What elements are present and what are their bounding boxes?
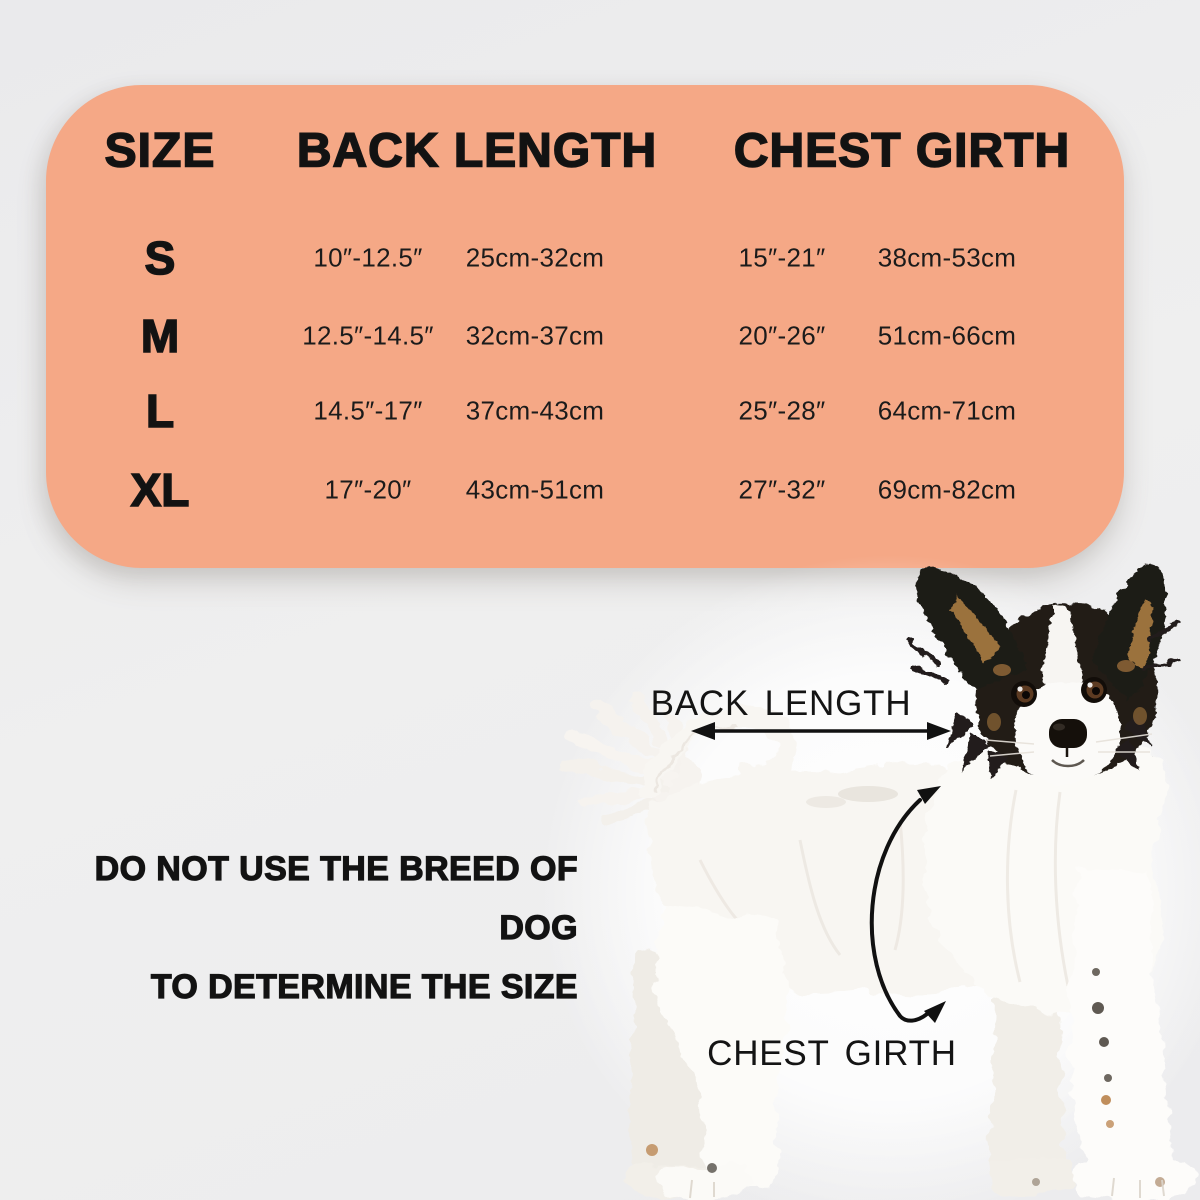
chest-girth-label: CHEST GIRTH <box>707 1034 957 1073</box>
row-xl-chest-in: 27″-32″ <box>738 474 826 505</box>
row-m-back-in: 12.5″-14.5″ <box>302 320 434 351</box>
row-l-chest-in: 25″-28″ <box>738 395 826 426</box>
row-l-size: L <box>145 385 175 437</box>
row-l-chest-cm: 64cm-71cm <box>877 395 1017 426</box>
sizing-note-line2: TO DETERMINE THE SIZE <box>150 968 578 1006</box>
row-xl-chest-cm: 69cm-82cm <box>877 474 1017 505</box>
header-size: SIZE <box>104 124 216 178</box>
row-s-size: S <box>144 232 176 284</box>
row-l-back-in: 14.5″-17″ <box>313 395 423 426</box>
row-xl-back-cm: 43cm-51cm <box>465 474 605 505</box>
row-xl-back-in: 17″-20″ <box>324 474 412 505</box>
sizing-note-line1: DO NOT USE THE BREED OF DOG <box>94 850 578 947</box>
back-length-label: BACK LENGTH <box>650 684 912 723</box>
header-chest-girth: CHEST GIRTH <box>733 124 1071 178</box>
row-m-chest-cm: 51cm-66cm <box>877 320 1017 351</box>
dog-nose <box>1049 719 1087 748</box>
row-m-chest-in: 20″-26″ <box>738 320 826 351</box>
row-s-chest-cm: 38cm-53cm <box>877 242 1017 273</box>
row-s-back-in: 10″-12.5″ <box>313 242 423 273</box>
row-s-chest-in: 15″-21″ <box>738 242 826 273</box>
dog-eye-left <box>1011 681 1037 707</box>
row-m-size: M <box>140 310 180 362</box>
sizing-note <box>30 840 578 1017</box>
row-m-back-cm: 32cm-37cm <box>465 320 605 351</box>
dog-eye-right <box>1081 677 1107 703</box>
row-xl-size: XL <box>130 464 190 516</box>
row-l-back-cm: 37cm-43cm <box>465 395 605 426</box>
header-back-length: BACK LENGTH <box>296 124 658 178</box>
row-s-back-cm: 25cm-32cm <box>465 242 605 273</box>
